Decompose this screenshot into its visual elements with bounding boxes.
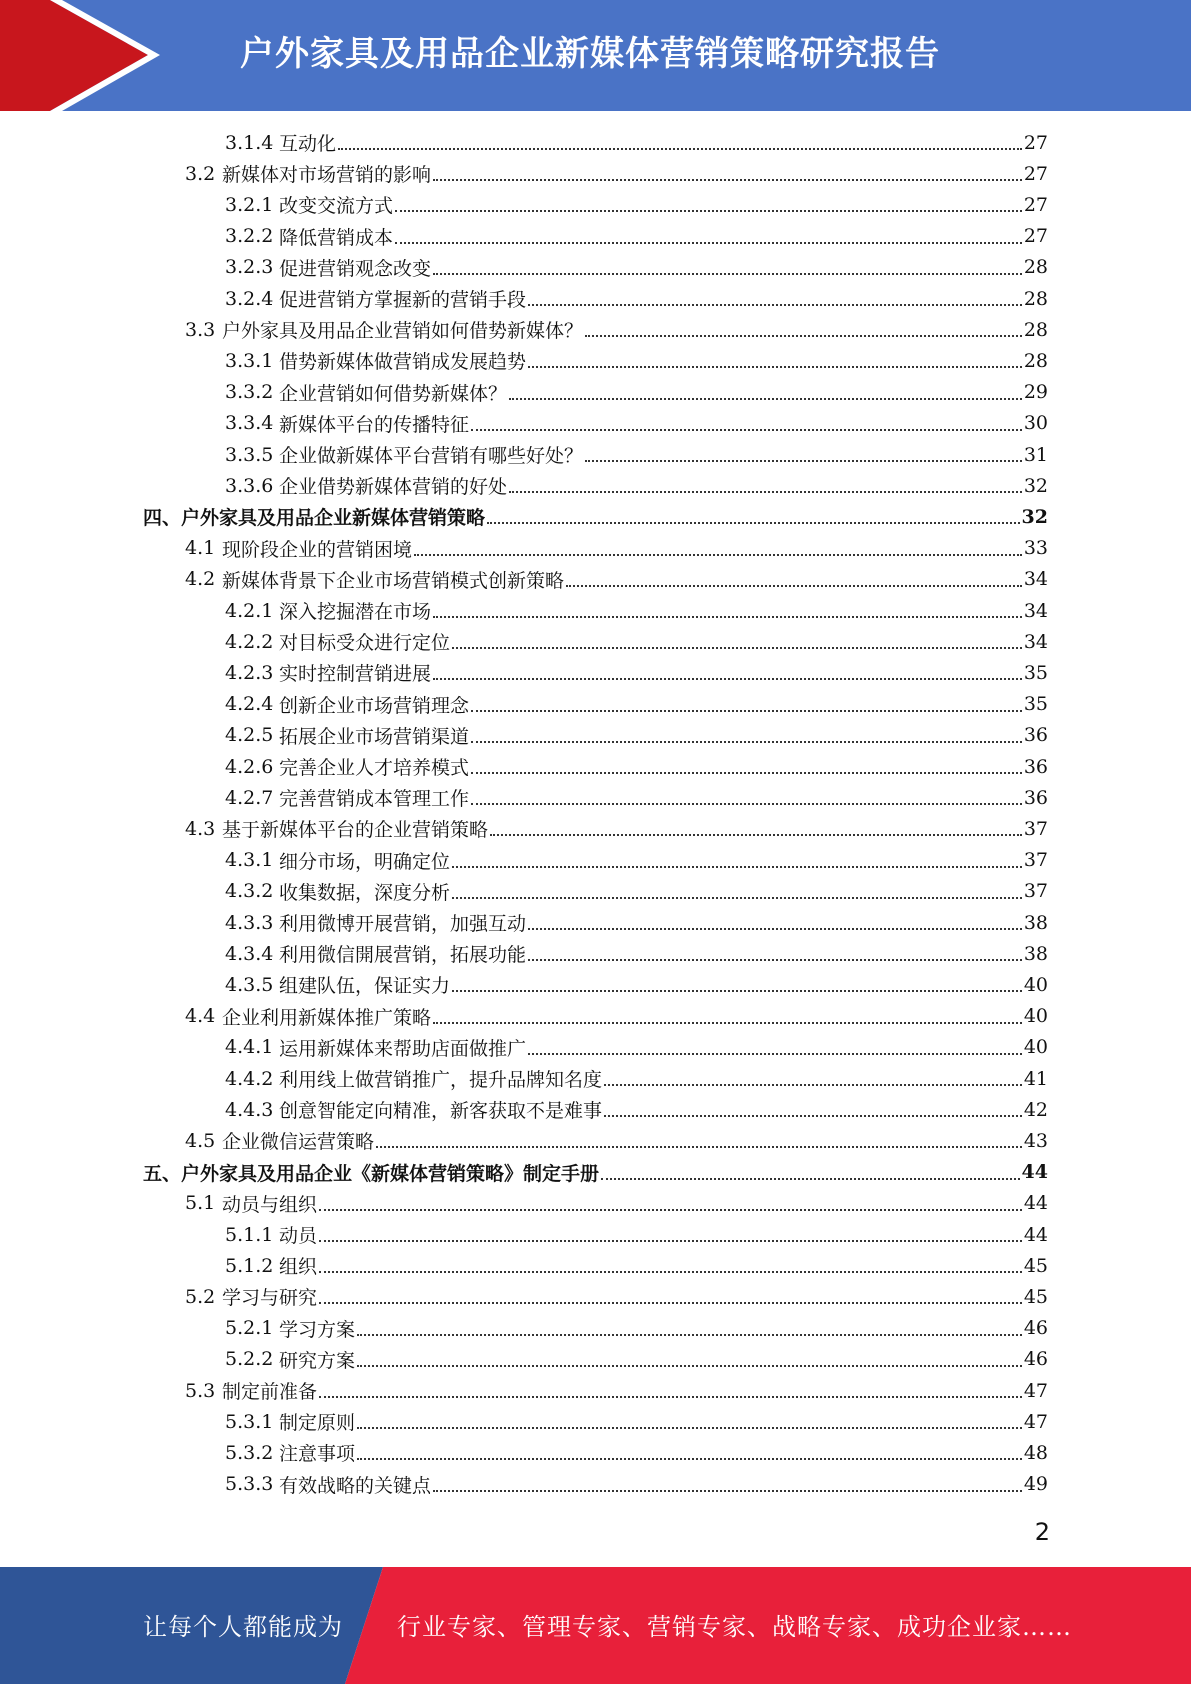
toc-entry[interactable]	[185, 533, 1048, 564]
toc-entry-page: 36	[1023, 786, 1048, 809]
toc-entry-page: 40	[1023, 973, 1048, 996]
toc-entry[interactable]	[225, 283, 1048, 314]
toc-entry-title: 企业借势新媒体营销的好处	[279, 476, 508, 499]
toc-entry-page: 27	[1023, 225, 1048, 248]
toc-dot-leader	[471, 428, 1022, 431]
toc-entry-number: 4.2.5	[225, 724, 274, 747]
toc-entry-number: 5.3	[185, 1379, 216, 1402]
toc-dot-leader	[395, 209, 1022, 212]
toc-entry-title: 新媒体对市场营销的影响	[222, 164, 432, 187]
page-footer	[0, 1567, 1191, 1684]
toc-dot-leader	[338, 147, 1022, 150]
toc-entry-number: 4.3.3	[225, 911, 274, 934]
toc-entry-page: 45	[1023, 1285, 1048, 1308]
toc-entry-title: 促进营销方掌握新的营销手段	[279, 289, 527, 311]
toc-entry-number: 4.4.2	[225, 1067, 274, 1090]
toc-entry-page: 46	[1023, 1317, 1048, 1340]
toc-entry-title: 互动化	[279, 133, 337, 155]
toc-entry-page: 47	[1023, 1379, 1048, 1402]
toc-entry-number: 3.2	[185, 162, 216, 185]
toc-entry-page: 34	[1023, 630, 1048, 653]
toc-entry-page: 38	[1023, 911, 1048, 934]
toc-dot-leader	[566, 584, 1022, 587]
toc-entry-page: 45	[1023, 1254, 1048, 1277]
toc-entry-title: 动员	[279, 1225, 318, 1247]
toc-entry-number: 5.2.2	[225, 1348, 274, 1371]
toc-dot-leader	[433, 1021, 1022, 1024]
toc-dot-leader	[471, 771, 1022, 774]
toc-entry-number: 4.5	[185, 1129, 216, 1152]
toc-entry[interactable]	[225, 1469, 1048, 1500]
toc-entry-number: 5.1.1	[225, 1223, 274, 1246]
toc-entry[interactable]	[225, 221, 1048, 252]
toc-entry-number: 4.3.2	[225, 880, 274, 903]
toc-entry-number: 3.3.5	[225, 443, 274, 466]
toc-entry[interactable]	[225, 907, 1048, 938]
toc-entry[interactable]	[225, 626, 1048, 657]
toc-entry-number: 4.4.3	[225, 1098, 274, 1121]
toc-entry-page: 44	[1023, 1192, 1048, 1215]
toc-entry-page: 30	[1023, 412, 1048, 435]
toc-entry-page: 27	[1023, 162, 1048, 185]
toc-entry-title: 企业营销如何借势新媒体？	[279, 382, 508, 405]
toc-entry-number: 4.2.1	[225, 599, 274, 622]
toc-entry-title: 借势新媒体做营销成发展趋势	[279, 351, 527, 374]
toc-entry[interactable]	[225, 127, 1048, 158]
toc-entry-page: 42	[1023, 1098, 1048, 1121]
toc-dot-leader	[604, 1114, 1022, 1117]
toc-entry[interactable]	[185, 314, 1048, 345]
toc-entry[interactable]	[225, 1032, 1048, 1063]
toc-entry-title: 拓展企业市场营销渠道	[279, 725, 470, 748]
toc-entry-page: 34	[1023, 599, 1048, 622]
toc-entry-number: 3.2.2	[225, 225, 274, 248]
toc-entry[interactable]	[225, 782, 1048, 813]
toc-entry-number: 4.3.1	[225, 849, 274, 872]
toc-entry-page: 35	[1023, 693, 1048, 716]
toc-dot-leader	[452, 865, 1022, 868]
toc-entry-title: 四、户外家具及用品企业新媒体营销策略	[143, 507, 486, 530]
toc-dot-leader	[604, 1083, 1022, 1086]
toc-entry[interactable]	[225, 595, 1048, 626]
toc-entry[interactable]	[185, 1281, 1048, 1312]
toc-dot-leader	[585, 334, 1022, 337]
toc-entry-page: 32	[1023, 474, 1048, 497]
toc-entry-page: 27	[1023, 193, 1048, 216]
toc-entry-number: 5.1	[185, 1192, 216, 1215]
toc-entry-number: 4.3.4	[225, 942, 274, 965]
toc-entry-title: 细分市场，明确定位	[279, 850, 451, 873]
toc-entry[interactable]	[225, 1094, 1048, 1125]
toc-entry-title: 利用微信開展营销，拓展功能	[279, 944, 527, 967]
toc-dot-leader	[357, 1333, 1022, 1336]
toc-entry[interactable]	[225, 1250, 1048, 1281]
toc-entry-title: 组织	[279, 1256, 318, 1279]
toc-entry[interactable]	[225, 345, 1048, 376]
toc-entry-title: 注意事项	[279, 1443, 356, 1466]
toc-entry[interactable]	[185, 564, 1048, 595]
toc-dot-leader	[487, 521, 1020, 524]
toc-entry-title: 户外家具及用品企业营销如何借势新媒体？	[222, 320, 584, 343]
toc-entry-title: 运用新媒体来帮助店面做推广	[279, 1037, 527, 1060]
toc-entry[interactable]	[225, 1344, 1048, 1375]
toc-entry-title: 学习方案	[279, 1318, 356, 1341]
toc-entry-number: 4.1	[185, 537, 216, 560]
toc-entry-page: 34	[1023, 568, 1048, 591]
toc-entry-title: 有效战略的关键点	[279, 1474, 432, 1497]
toc-entry[interactable]	[225, 657, 1048, 688]
toc-entry-number: 3.1.4	[225, 131, 274, 154]
toc-entry-page: 49	[1023, 1473, 1048, 1496]
toc-entry-title: 新媒体平台的传播特征	[279, 413, 470, 436]
toc-entry-page: 37	[1023, 817, 1048, 840]
toc-entry-page: 33	[1023, 537, 1048, 560]
footer-slogan-right: 行业专家、管理专家、营销专家、战略专家、成功企业家……	[397, 1613, 1072, 1641]
toc-entry[interactable]	[225, 938, 1048, 969]
toc-entry[interactable]	[225, 689, 1048, 720]
toc-dot-leader	[433, 178, 1022, 181]
toc-entry-number: 5.1.2	[225, 1254, 274, 1277]
toc-entry-page: 28	[1023, 349, 1048, 372]
toc-entry-title: 组建队伍，保证实力	[279, 975, 451, 998]
toc-dot-leader	[528, 958, 1022, 961]
toc-entry-number: 5.2.1	[225, 1317, 274, 1340]
toc-dot-leader	[433, 1489, 1022, 1492]
toc-entry-title: 制定前准备	[222, 1381, 318, 1403]
toc-dot-leader	[376, 1145, 1022, 1148]
toc-entry-title: 实时控制营销进展	[279, 663, 432, 686]
toc-entry[interactable]	[225, 969, 1048, 1000]
toc-dot-leader	[319, 1208, 1022, 1211]
toc-dot-leader	[357, 1457, 1022, 1460]
page-header	[0, 0, 1191, 111]
toc-dot-leader	[433, 272, 1022, 275]
toc-entry-title: 完善企业人才培养模式	[279, 757, 470, 779]
toc-entry-number: 4.2.7	[225, 786, 274, 809]
toc-entry-page: 40	[1023, 1005, 1048, 1028]
toc-entry-page: 28	[1023, 318, 1048, 341]
toc-dot-leader	[395, 241, 1022, 244]
toc-entry-number: 3.3	[185, 318, 216, 341]
toc-dot-leader	[471, 740, 1022, 743]
toc-entry-title: 动员与组织	[222, 1193, 318, 1216]
toc-dot-leader	[452, 989, 1022, 992]
toc-entry-title: 学习与研究	[222, 1287, 318, 1310]
toc-entry-page: 41	[1023, 1067, 1048, 1090]
toc-entry-title: 制定原则	[279, 1412, 356, 1435]
toc-dot-leader	[528, 365, 1022, 368]
toc-entry-page: 44	[1021, 1161, 1048, 1184]
toc-entry-page: 40	[1023, 1036, 1048, 1059]
toc-entry-number: 4.3.5	[225, 973, 274, 996]
toc-dot-leader	[471, 709, 1022, 712]
toc-entry-page: 27	[1023, 131, 1048, 154]
toc-entry-title: 改变交流方式	[279, 195, 394, 218]
toc-entry-page: 47	[1023, 1410, 1048, 1433]
toc-entry[interactable]	[225, 377, 1048, 408]
toc-entry-title: 创意智能定向精准，新客获取不是难事	[279, 1100, 603, 1123]
toc-entry[interactable]	[225, 1313, 1048, 1344]
toc-entry-title: 降低营销成本	[279, 226, 394, 249]
toc-entry-title: 利用微博开展营销，加强互动	[279, 913, 527, 935]
toc-entry-number: 3.2.1	[225, 193, 274, 216]
toc-entry-number: 3.3.1	[225, 349, 274, 372]
toc-entry-page: 29	[1023, 381, 1048, 404]
toc-entry-page: 43	[1023, 1129, 1048, 1152]
toc-entry-page: 37	[1023, 849, 1048, 872]
toc-entry-title: 创新企业市场营销理念	[279, 694, 470, 717]
toc-dot-leader	[490, 833, 1022, 836]
toc-dot-leader	[471, 802, 1022, 805]
toc-dot-leader	[414, 553, 1022, 556]
toc-entry-title: 新媒体背景下企业市场营销模式创新策略	[222, 569, 565, 592]
toc-entry[interactable]	[185, 158, 1048, 189]
toc-entry[interactable]	[225, 876, 1048, 907]
toc-entry[interactable]	[225, 1406, 1048, 1437]
toc-entry-title: 研究方案	[279, 1349, 356, 1372]
toc-dot-leader	[319, 1239, 1022, 1242]
toc-entry-title: 企业利用新媒体推广策略	[222, 1006, 432, 1029]
toc-entry-page: 32	[1021, 505, 1048, 528]
toc-entry-number: 5.2	[185, 1285, 216, 1308]
toc-entry-number: 4.2.2	[225, 630, 274, 653]
toc-dot-leader	[452, 896, 1022, 899]
toc-entry-title: 促进营销观念改变	[279, 257, 432, 280]
toc-entry[interactable]	[185, 1188, 1048, 1219]
toc-entry[interactable]	[185, 1001, 1048, 1032]
toc-entry-number: 3.2.4	[225, 287, 274, 310]
toc-entry-title: 现阶段企业的营销困境	[222, 538, 413, 561]
toc-dot-leader	[357, 1426, 1022, 1429]
toc-entry-title: 收集数据，深度分析	[279, 881, 451, 904]
toc-entry-number: 4.4.1	[225, 1036, 274, 1059]
toc-dot-leader	[528, 1052, 1022, 1055]
toc-entry-page: 48	[1023, 1441, 1048, 1464]
toc-entry-number: 4.2.3	[225, 661, 274, 684]
toc-dot-leader	[319, 1270, 1022, 1273]
toc-entry[interactable]	[225, 1219, 1048, 1250]
toc-entry[interactable]	[225, 720, 1048, 751]
toc-dot-leader	[319, 1395, 1022, 1398]
toc-entry-number: 4.2.4	[225, 693, 274, 716]
toc-entry[interactable]	[185, 813, 1048, 844]
toc-entry-title: 完善营销成本管理工作	[279, 788, 470, 811]
toc-entry-number: 3.3.6	[225, 474, 274, 497]
toc-entry-page: 28	[1023, 287, 1048, 310]
toc-entry[interactable]	[225, 1437, 1048, 1468]
toc-entry-page: 38	[1023, 942, 1048, 965]
toc-dot-leader	[319, 1301, 1022, 1304]
toc-entry-page: 35	[1023, 661, 1048, 684]
toc-entry[interactable]	[225, 252, 1048, 283]
toc-entry-page: 31	[1023, 443, 1048, 466]
toc-dot-leader	[528, 927, 1022, 930]
toc-entry[interactable]	[225, 751, 1048, 782]
toc-entry-title: 基于新媒体平台的企业营销策略	[222, 819, 489, 842]
toc-entry-title: 企业微信运营策略	[222, 1131, 375, 1154]
toc-entry-number: 5.3.3	[225, 1473, 274, 1496]
toc-entry[interactable]	[225, 439, 1048, 470]
toc-entry[interactable]	[225, 408, 1048, 439]
toc-entry[interactable]	[225, 1063, 1048, 1094]
toc-entry-page: 46	[1023, 1348, 1048, 1371]
toc-dot-leader	[509, 397, 1022, 400]
toc-entry[interactable]	[225, 845, 1048, 876]
toc-entry-title: 五、户外家具及用品企业《新媒体营销策略》制定手册	[143, 1162, 600, 1185]
toc-entry-page: 44	[1023, 1223, 1048, 1246]
toc-entry-number: 5.3.2	[225, 1441, 274, 1464]
header-red-arrow	[0, 0, 148, 111]
toc-entry-number: 4.3	[185, 817, 216, 840]
toc-dot-leader	[433, 677, 1022, 680]
toc-dot-leader	[585, 459, 1022, 462]
report-title: 户外家具及用品企业新媒体营销策略研究报告	[240, 34, 940, 74]
toc-entry-page: 28	[1023, 256, 1048, 279]
toc-entry-number: 4.2	[185, 568, 216, 591]
footer-slogan-left: 让每个人都能成为	[143, 1613, 343, 1641]
toc-dot-leader	[357, 1364, 1022, 1367]
toc-entry[interactable]	[225, 470, 1048, 501]
toc-dot-leader	[452, 646, 1022, 649]
toc-entry-number: 3.3.2	[225, 381, 274, 404]
toc-entry-number: 3.3.4	[225, 412, 274, 435]
toc-entry-number: 4.2.6	[225, 755, 274, 778]
toc-entry-title: 利用线上做营销推广，提升品牌知名度	[279, 1069, 603, 1091]
page-number: 2	[1034, 1518, 1050, 1546]
toc-entry[interactable]	[143, 1157, 1048, 1188]
toc-entry[interactable]	[225, 189, 1048, 220]
toc-entry-number: 4.4	[185, 1005, 216, 1028]
toc-entry-page: 36	[1023, 724, 1048, 747]
toc-entry-page: 36	[1023, 755, 1048, 778]
toc-entry-number: 5.3.1	[225, 1410, 274, 1433]
toc-entry-page: 37	[1023, 880, 1048, 903]
toc-dot-leader	[601, 1177, 1020, 1180]
toc-entry-title: 企业做新媒体平台营销有哪些好处？	[279, 445, 584, 467]
toc-dot-leader	[528, 303, 1022, 306]
toc-entry-number: 3.2.3	[225, 256, 274, 279]
toc-dot-leader	[509, 490, 1022, 493]
toc-entry[interactable]	[185, 1375, 1048, 1406]
toc-entry-title: 对目标受众进行定位	[279, 632, 451, 655]
toc-dot-leader	[433, 615, 1022, 618]
toc-entry-title: 深入挖掘潜在市场	[279, 601, 432, 623]
toc-entry[interactable]	[185, 1125, 1048, 1156]
toc-entry[interactable]	[143, 501, 1048, 532]
